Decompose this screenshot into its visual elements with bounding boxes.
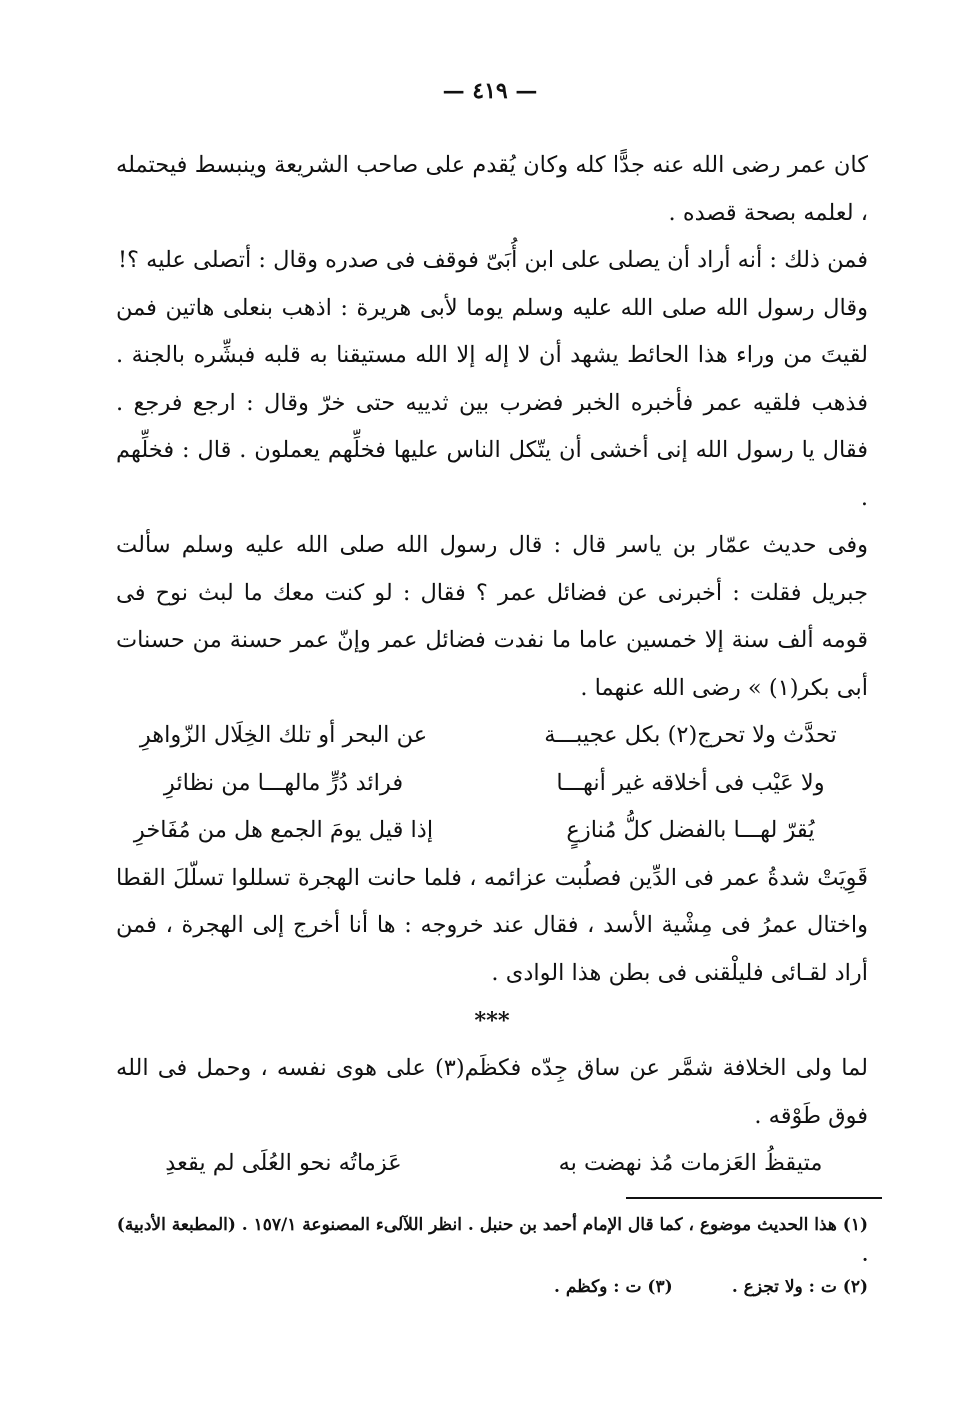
footnote: (٢) ت : ولا تجزع . (٣) ت : وكظم .: [553, 1277, 868, 1297]
poem-verse: [116, 807, 868, 855]
verse-second-hemistich: إذا قيل يومَ الجمع هل من مُفَاخرِ: [133, 817, 434, 843]
verse-second-hemistich: عن البحر أو تلك الخِلَال الزّواهرِ: [139, 722, 428, 748]
poem-verse: [116, 760, 868, 808]
verse-first-hemistich: متيقظُ العَزمات مُذ نهضت به: [558, 1150, 823, 1176]
paragraph: وقال رسول الله صلى الله عليه وسلم يوما لأبى هريرة : اذهب بنعلى هاتين فمن لقيتَ من وراء هذا الحائط يشهد أن لا إله إلا الله مستيقنا به قلبه فبشِّره بالجنة . فذهب فلقيه عمر فأخبره الخبر فضرب بين ثدييه حتى خرّ وقال : ارجع فرجع . فقال يا رسول الله إنى أخشى أن يتّكل الناس عليها فخلِّهم يعملون . قال : فخلِّهم .: [116, 294, 868, 511]
paragraph: كان عمر رضى الله عنه جدًّا كله وكان يُقدم على صاحب الشريعة وينبسط فيحتمله ، لعلمه بصحة قصده .: [116, 152, 868, 226]
page-number: — ٤١٩ —: [442, 78, 538, 104]
section-separator: ***: [474, 1008, 510, 1034]
paragraph: فمن ذلك : أنه أراد أن يصلى على ابن أُبَىّ فوقف فى صدره وقال : أتصلى عليه ؟!: [118, 247, 868, 273]
poem-verse: [116, 712, 868, 760]
footnote: (١) هذا الحديث موضوع ، كما قال الإمام أحمد بن حنبل . انظر اللآلىء المصنوعة ١٥٧/١ . (المطبعة الأدبية) .: [116, 1215, 868, 1266]
paragraph: وفى حديث عمّار بن ياسر قال : قال رسول الله صلى الله عليه وسلم سألت جبريل فقلت : أخبرنى عن فضائل عمر ؟ فقال : لو كنت معك ما لبث نوح فى قومه ألف سنة إلا خمسين عاما ما نفدت فضائل عمر وإنّ عمر حسنة من حسنات أبى بكر(١) » رضى الله عنهما .: [116, 532, 868, 701]
poem-block: [116, 712, 868, 855]
footnote-divider: [626, 1197, 882, 1199]
verse-first-hemistich: تحدَّث ولا تحرج(٢) بكل عجيبـــة: [544, 722, 837, 748]
verse-second-hemistich: عَزماتُه نحو العُلَى لم يقعدِ: [165, 1150, 402, 1176]
verse-second-hemistich: فرائد دُرٍّ مالهـــا من نظائرِ: [163, 769, 404, 796]
verse-first-hemistich: ولا عَيْب فى أخلاقه غير أنهـــا: [556, 769, 825, 796]
poem-block: [116, 1140, 868, 1188]
paragraph: لما ولى الخلافة شمَّر عن ساق جِدّه فكظَم(٣) على هوى نفسه ، وحمل فى الله فوق طَوْقه .: [116, 1055, 868, 1129]
verse-first-hemistich: يُقرّ لهـــا بالفضل كلُّ مُنازعٍ: [566, 817, 815, 843]
poem-verse: [116, 1140, 868, 1188]
footnotes: [116, 1210, 868, 1303]
paragraph: قَوِيَتْ شدةُ عمر فى الدِّين فصلُبت عزائمه ، فلما حانت الهجرة تسللوا تسلّلَ القطا واختال عمرُ فى مِشْية الأسد ، فقال عند خروجه : ها أنا أخرج إلى الهجرة ، فمن أراد لقـائى فليلْقنى فى بطن هذا الوادى .: [116, 864, 868, 986]
main-text: [116, 142, 868, 1188]
